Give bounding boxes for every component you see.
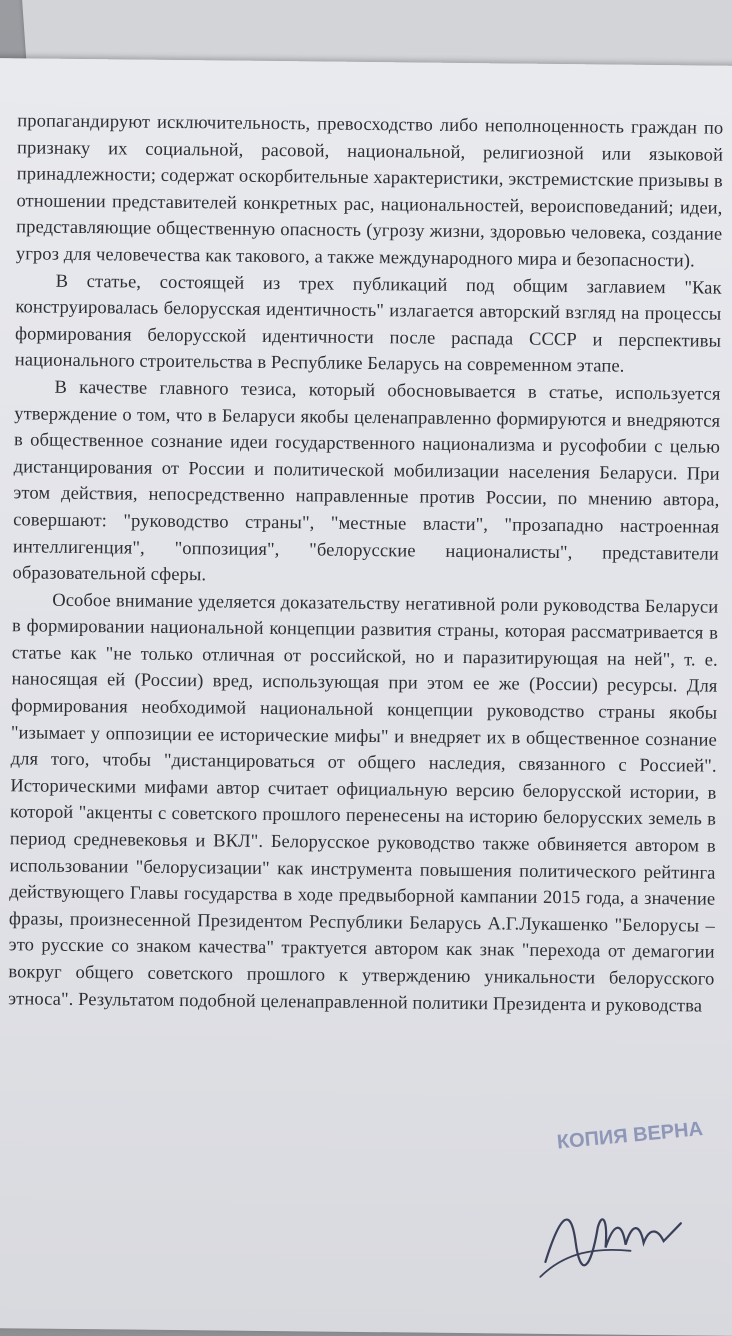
paragraph-3: В качестве главного тезиса, который обосновывается в статье, используется утверждение о том, что в Беларуси якобы целенаправленно формируются и внедряются в общественное сознание идеи государственного национализма и русофобии с целью дистанцирования от России и политической мобилизации населения Беларуси. При этом действия, непосредственно направленные против России, по мнению автора, совершают: "руководство страны", "местные власти", "прозападно настроенная интеллигенция", "оппозиция", "белорусские националисты", представители образовательной сферы. [12, 377, 721, 586]
document-page [0, 58, 732, 1336]
document-body [8, 108, 723, 1020]
handwritten-signature-icon [535, 1192, 686, 1284]
copy-certified-stamp: КОПИЯ ВЕРНА [555, 1117, 704, 1154]
paragraph-4: Особое внимание уделяется доказательству негативной роли руководства Беларуси в формировании национальной концепции развития страны, которая рассматривается в статье как "не только отличная от российской, но и паразитирующая на ней", т. е. наносящая ей (России) вред, использующая при этом ее же (России) ресурсы. Для формирования необходимой национальной концепции руководство страны якобы "изымает у оппозиции ее исторические мифы" и внедряет их в общественное сознание для того, чтобы "дистанцироваться от общего наследия, связанного с Россией". Историческими мифами автор считает официальную версию белорусской истории, в которой "акценты с советского прошлого перенесены на историю белорусских земель в период средневековья и ВКЛ". Белорусское руководство также обвиняется автором в использовании "белорусизации" как инструмента повышения политического рейтинга действующего Главы государства в ходе предвыборной кампании 2015 года, а значение фразы, произнесенной Президентом Республики Беларусь А.Г.Лукашенко "Белорусы – это русские со знаком качества" трактуется автором как знак "перехода от демагогии вокруг общего советского прошлого к утверждению уникальности белорусского этноса". Результатом подобной целенаправленной политики Президента и руководства [8, 590, 719, 1017]
paragraph-2: В статье, состоящей из трех публикаций под общим заглавием "Как конструировалась белорусская идентичность" излагается авторский взгляд на процессы формирования белорусской идентичности после распада СССР и перспективы национального строительства в Республике Беларусь на современном этапе. [14, 271, 722, 378]
paragraph-1: пропагандируют исключительность, превосходство либо неполноценность граждан по признаку их социальной, расовой, национальной, религиозной или языковой принадлежности; содержат оскорбительные характеристики, экстремистские призывы в отношении представителей конкретных рас, национальностей, вероисповеданий; идеи, представляющие общественную опасность (угрозу жизни, здоровью человека, создание угроз для человечества как такового, а также международного мира и безопасности). [15, 111, 724, 272]
